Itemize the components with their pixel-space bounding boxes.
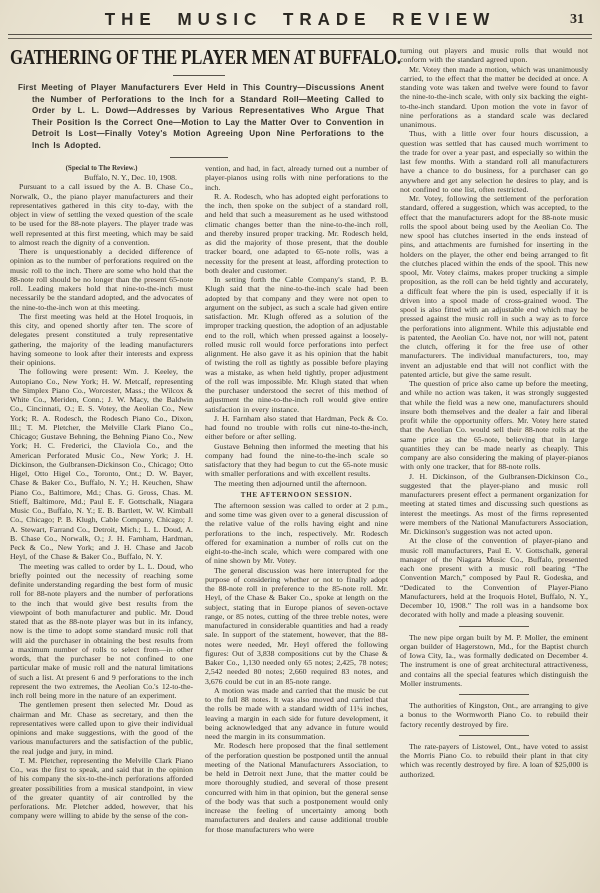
article-paragraph: At the close of the convention of player-piano and music roll manufacturers, Paul E. V. Gottschalk, general manager of the Niagara Music Co., Buffalo, presented each one present with a music roll bearing “The Convention March,” composed by Paul R. Godeska, and “Dedicated to the Convention of Player-Piano Manufacturers, held at the Iroquois Hotel, Buffalo, N. Y., December 10, 1908.” The roll was in a handsome box decorated with holly and made a pleasing souvenir. [400,536,588,620]
deck-rule [170,157,228,158]
article-paragraph: vention, and had, in fact, already turned out a number of player-pianos using rolls with nine perforations to the inch. [205,164,388,192]
section-divider [459,626,529,627]
page-content [0,39,600,834]
article-paragraph: turning out players and music rolls that would not conform with the standard agreed upon. [400,46,588,65]
article-paragraph: The new pipe organ built by M. P. Moller, the eminent organ builder of Hagerstown, Md., for the Baptist church of Iowa City, Ia., was formally dedicated on December 4. The instrument is one of great architectural attractiveness, and contains all the special features which distinguish the Moller instruments. [400,632,588,688]
article-paragraph: J. H. Dickinson, of the Gulbransen-Dickinson Co., suggested that the player-piano and music roll manufacturers present effect a permanent organization for meeting at stated times and discussing such questions as interest the meetings. As most of the firms represented were members of the National Manufacturers Association, Mr. Dickinson's suggestion was not acted upon. [400,471,588,536]
headline-rule [173,75,225,76]
article-paragraph: T. M. Pletcher, representing the Melville Clark Piano Co., was the first to speak, and said that in the opinion of his company the six-to-the-inch perforations afforded greater possibilities from a musical standpoint, in view of the greater quantity of air controlled by the perforations. Mr. Pletcher added, however, that his company were willing to abide by the sense of the con- [10,755,193,821]
column-left [10,164,193,834]
credit-line: (Special to The Review.) [65,164,138,172]
page-number: 31 [570,12,584,27]
article-zone [10,43,401,834]
article-paragraph: The meeting then adjourned until the afternoon. [214,478,367,488]
headline-block [10,45,401,158]
article-headline: GATHERING OF THE PLAYER MEN AT BUFFALO. [10,45,401,69]
section-divider [459,735,529,736]
article-paragraph: Gustave Behning then informed the meeting that his company had found the nine-to-the-inch scale so satisfactory that they had begun to cut the 65-note music with smaller perforations and with excellent results. [205,441,388,479]
article-paragraph: R. A. Rodesch, who has adopted eight perforations to the inch, then spoke on the subject of a standard roll, and held that such a measurement as he used withstood climatic changes better than the nine-to-the-inch roll, and thereby insured proper tracking. Mr. Rodesch held, as did the majority of those present, that the double tracker board, one adapted to 65-note rolls, was a necessity for the present at least, affording protection to both dealer and customer. [205,191,388,275]
publication-title: THE MUSIC TRADE REVIEW [104,9,496,30]
article-paragraph: Mr. Rodesch here proposed that the final settlement of the perforation question be postponed until the annual meeting of the National Manufacturers Association, to be held in Detroit next June, that the matter could be more thoroughly studied, and several of those present concurred with him in that opinion, but the general sense of the body was that such a postponement would only increase the feeling of uncertainty among both manufacturers and dealers and cause additional trouble for those manufacturers who were [205,741,388,834]
article-paragraph: Mr. Votey then made a motion, which was unanimously carried, to the effect that the matter be decided at once. A standing vote was taken and twelve were found to favor the nine-to-the-inch scale, with only six backing the eight-to-the-inch standard. Upon motion the vote in favor of nine perforations as a standard scale was declared unanimous. [400,64,588,129]
article-paragraph: The authorities of Kingston, Ont., are arranging to give a bonus to the Wormworth Piano Co. to rebuild their factory recently destroyed by fire. [400,701,588,729]
section-subhead: THE AFTERNOON SESSION. [240,490,353,499]
article-paragraph: The meeting was called to order by L. L. Doud, who briefly pointed out the necessity of reaching some definite understanding regarding the best form of music roll for 88-note players and the number of perforations to the inch that would give best results from the viewpoint of both manufacturer and public. Mr. Doud stated that as the 88-note player was but in its infancy, now is the time to adopt some standard music roll that will aid the purchaser in obtaining the best results from a maximum number of rolls to select from—in other words, that the purchaser be not confined to one particular make of music roll and the natural limitations of such a list. At present 6 and 9 perforations to the inch represent the two extremes, the Aeolian Co.'s 12-to-the-inch roll being more in the nature of an experiment. [10,561,193,700]
column-right [400,43,588,834]
column-middle [205,164,388,834]
article-paragraph: There is unquestionably a decided difference of opinion as to the number of perforations required on the music roll to the inch. There are some who hold that the 88-note roll should be no longer than the present 65-note roll. Leading makers hold that nine-to-the-inch must necessarily be the standard adopted, and the advocates of the nine-to-the-inch won at this meeting. [10,247,193,312]
section-divider [459,694,529,695]
article-paragraph: The afternoon session was called to order at 2 p.m., and some time was given over to a general discussion of the relative value of the rolls having eight and nine perforations to the inch, respectively. Mr. Rodesch offered for examination a number of rolls cut on the eight-to-the-inch scale, which were compared with one of nine shown by Mr. Votey. [205,500,388,566]
article-paragraph: Pursuant to a call issued by the A. B. Chase Co., Norwalk, O., the piano player manufacturers and their representatives gathered in this city to-day, with the object in view of settling the vexed question of the scale to be used for the 88-note players. The player trade was well represented at this first meeting, which may be said to almost reach the dignity of a convention. [10,182,193,247]
dateline: Buffalo, N. Y., Dec. 10, 1908. [84,173,177,182]
article-paragraph: The gentlemen present then selected Mr. Doud as chairman and Mr. Chase as secretary, and then the representatives were called upon to give their individual opinions and make suggestions, with the good of the various manufacturers and the satisfaction of the public, the real judge and jury, in mind. [10,700,193,756]
article-paragraph: The following were present: Wm. J. Keeley, the Autopiano Co., New York; H. W. Metcalf, representing the Simplex Piano Co., Worcester, Mass.; the Wilcox & White Co., Meriden, Conn.; J. W. Macy, the Baldwin Co., Cincinnati, O.; E. S. Votey, the Aeolian Co., New York; R. A. Rodesch, the Rodesch Piano Co., Dixon, Ill.; T. M. Pletcher, the Melville Clark Piano Co., Chicago; Gustave Behning, the Behning Piano Co., New York; H. C. Frederici, the Claviola Co., and the American Perforated Music Co., New York; J. H. Dickinson, the Gulbransen-Dickinson Co., Chicago; Otto Higel, Otto Higel Co., Toronto, Ont.; D. W. Bayer, Chase & Baker Co., Buffalo, N. Y.; H. Keuchen, Shaw Piano Co., Baltimore, Md.; Chas. G. Gross, Chas. M. Stieff, Baltimore, Md.; Paul E. F. Gottschalk, Niagara Music Co., Buffalo, N. Y.; E. B. Bartlett, W. W. Kimball Co., Chicago; P. B. Klugh, Cable Company, Chicago; J. A. Stewart, Farrand Co., Detroit, Mich.; L. L. Doud, A. B. Chase Co., Norwalk, O.; J. H. Farnham, Hardman, Peck & Co., New York; and J. H. Chase and Jacob Heyl, of the Chase & Baker Co., Buffalo, N. Y. [10,367,193,562]
article-paragraph: In setting forth the Cable Company's stand, P. B. Klugh said that the nine-to-the-inch scale had been adopted by that company and they were not open to argument on the subject, as such a scale had given entire satisfaction. Mr. Klugh offered as a solution of the improper tracking question, the adoption of an adjustable end to the roll, which when pressed against a loosely-rolled music roll would force perforations into perfect alignment. He also gave it as his opinion that the habit of twisting the roll as tightly as possible before playing was a mistake, as when held tightly, proper adjustment of the roll was impossible. Mr. Klugh stated that when the purchaser understood the secret of this method of adjustment the nine-to-the-inch roll would give entire satisfaction in every instance. [205,275,388,414]
article-paragraph: The general discussion was here interrupted for the purpose of considering whether or not to finally adopt the 88-note roll in preference to the 85-note roll. Mr. Heyl, of the Chase & Baker Co., spoke at length on the subject, stating that in Europe pianos of seven-octave range, or 85 notes, cutting of the three treble notes, were manufactured in considerable quantities and had a ready sale. In support of the statement, however, that the 88-notes were needed, Mr. Heyl offered the following figures: Out of 3,838 compositions cut by the Chase & Baker Co., 1,130 needed only 65 notes; 2,425, 78 notes; 2,542 needed 80 notes; 2,660 required 83 notes, and 3,676 could be cut in an 85-note range. [205,565,388,686]
article-paragraph: The first meeting was held at the Hotel Iroquois, in this city, and opened shortly after ten. The score of delegates present constituted a truly representative gathering, the majority of the leading manufacturers having someone to look after their interests and express their opinions. [10,311,193,367]
article-columns [10,164,388,834]
article-paragraph: The question of price also came up before the meeting, and while no action was taken, it was strongly suggested that while the field was a new one, manufacturers should insure both themselves and the dealer a fair and liberal profit while the opportunity offers. Mr. Votey here stated that the Aeolian Co. would sell their 88-note rolls at the same price as the 65-note, believing that in large quantities they can be made nearly as cheaply. This company are also considering the making of player-pianos with only one tracker, that for 88-note rolls. [400,379,588,472]
article-paragraph: A motion was made and carried that the music be cut to the full 88 notes. It was also moved and carried that the rolls be made with a standard width of 11¼ inches, leaving a margin in each side for future development, it being acknowledged that any advance in future would need the margin in its consummation. [205,685,388,741]
article-paragraph: Thus, with a little over four hours discussion, a question was settled that has caused much worriment to the trade for over a year past, and especially so within the last few months. With a standard roll all manufacturers have a chance to do business, for a purchaser can go anywhere and get any selection he desires to play, and is not confined to one list, often restricted. [400,129,588,194]
article-paragraph: J. H. Farnham also stated that Hardman, Peck & Co. had found no trouble with rolls cut nine-to-the-inch, either before or after selling. [205,413,388,442]
masthead [0,0,600,34]
article-deck: First Meeting of Player Manufacturers Ever Held in This Country—Discussions Anent the Number of Perforations to the Inch for a Standard Roll—Meeting Called to Order by L. L. Dowd—Addresses by Various Representatives Who Argue That Their Position Is the Correct One—Motion to Lay the Matter Over to Convention in Detroit Is Lost—Finally Votey's Motion Agreeing Upon Nine Perforations to the Inch Is Adopted. [18,83,384,150]
article-paragraph: The rate-payers of Listowel, Ont., have voted to assist the Morris Piano Co. to rebuild their plant in that city which was recently destroyed by fire. A loan of $25,000 is authorized. [400,741,588,779]
article-paragraph: Mr. Votey, following the settlement of the perforation standard, offered a suggestion, which was accepted, to the effect that the manufacturers adopt for the 88-note music rolls the spool about being used by the Aeolian Co. The new spool has clutches inserted in the ends instead of pins, and attachments are furnished for inserting in the holders on the player, the other end being arranged to fit the clutches placed within the ends of the spool. This new spool, Mr. Votey claims, makes proper trucking a simple proposition, as the roll can be held tightly and accurately, a difficult feat where the pin is used, especially if it is driven into a spool made of cross-grained wood. The spool is also fitted with an adjustable end which may be pressed against the music roll in such a way as to force the perforations into alignment. While this adjustable end is patented, the Aeolian Co. have not, nor will not, patent the clutch, offering it for the free use of other manufacturers. The individual manufacturers, too, may invent an adjustable end that will not conflict with the patented article, but give the same result. [400,194,588,379]
